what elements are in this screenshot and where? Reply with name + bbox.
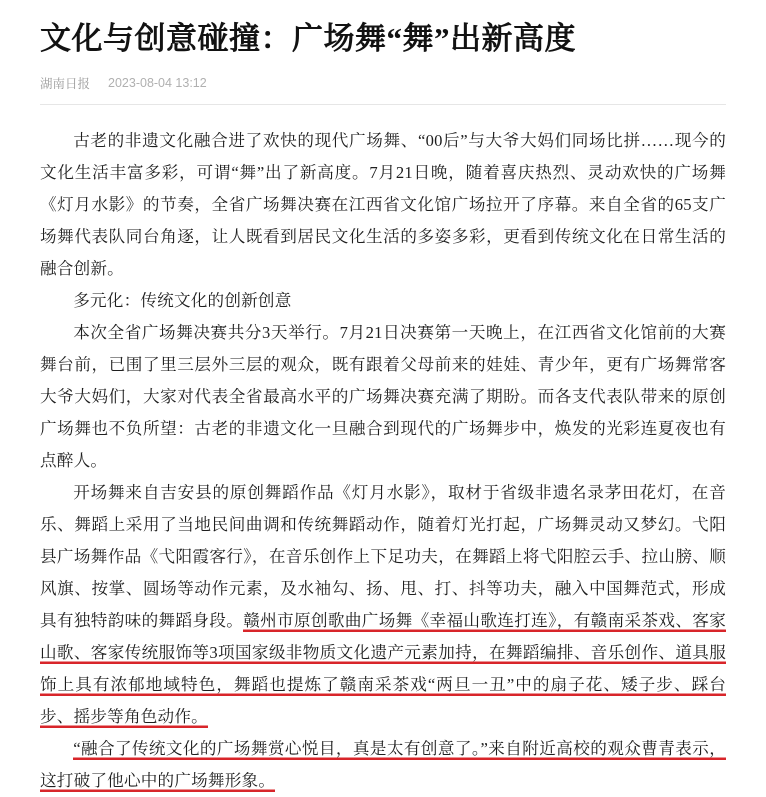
highlighted-text: 赣州市原创歌曲广场舞《幸福山歌连打连》，有赣南采茶戏、客家山歌、客家传统服饰等3项国家级非物质文化遗产元素加持，在舞蹈编排、音乐创作、道具服饰上具有浓郁地域特色，舞蹈也提炼了赣南采茶戏“两旦一丑”中的扇子花、矮子步、踩台步、摇步等角色动作。 <box>40 610 726 726</box>
page-title: 文化与创意碰撞：广场舞“舞”出新高度 <box>40 21 576 56</box>
paragraph-text: 古老的非遗文化融合进了欢快的现代广场舞、“00后”与大爷大妈们同场比拼……现今的文化生活丰富多彩，可谓“舞”出了新高度。7月21日晚，随着喜庆热烈、灵动欢快的广场舞《灯月水影》的节奏，全省广场舞决赛在江西省文化馆广场拉开了序幕。来自全省的65支广场舞代表队同台角逐，让人既看到居民文化生活的多姿多彩，更看到传统文化在日常生活的融合创新。 <box>40 130 726 278</box>
article-timestamp: 2023-08-04 13:12 <box>108 75 207 90</box>
article-paragraph <box>40 285 726 317</box>
article-source: 湖南日报 <box>40 76 91 91</box>
article-meta <box>40 74 726 92</box>
paragraph-text: 多元化：传统文化的创新创意 <box>73 290 292 310</box>
article-paragraph <box>40 477 726 733</box>
highlighted-text: “融合了传统文化的广场舞赏心悦目，真是太有创意了。”来自附近高校的观众曹青表示，这打破了他心中的广场舞形象。 <box>40 738 726 790</box>
header-divider <box>40 104 726 105</box>
article-body <box>40 125 726 797</box>
paragraph-text: 开场舞来自吉安县的原创舞蹈作品《灯月水影》，取材于省级非遗名录茅田花灯，在音乐、舞蹈上采用了当地民间曲调和传统舞蹈动作，随着灯光打起，广场舞灵动又梦幻。弋阳县广场舞作品《弋阳霞客行》，在音乐创作上下足功夫，在舞蹈上将弋阳腔云手、拉山膀、顺风旗、按掌、圆场等动作元素，及水袖勾、扬、甩、打、抖等功夫，融入中国舞范式，形成具有独特韵味的舞蹈身段。 <box>40 482 726 630</box>
article-paragraph <box>40 733 726 797</box>
article-paragraph <box>40 125 726 285</box>
paragraph-list <box>40 125 726 797</box>
paragraph-text: 本次全省广场舞决赛共分3天举行。7月21日决赛第一天晚上，在江西省文化馆前的大赛舞台前，已围了里三层外三层的观众，既有跟着父母前来的娃娃、青少年，更有广场舞常客大爷大妈们，大家对代表全省最高水平的广场舞决赛充满了期盼。而各支代表队带来的原创广场舞也不负所望：古老的非遗文化一旦融合到现代的广场舞步中，焕发的光彩连夏夜也有点醉人。 <box>40 322 726 470</box>
article-paragraph <box>40 317 726 477</box>
